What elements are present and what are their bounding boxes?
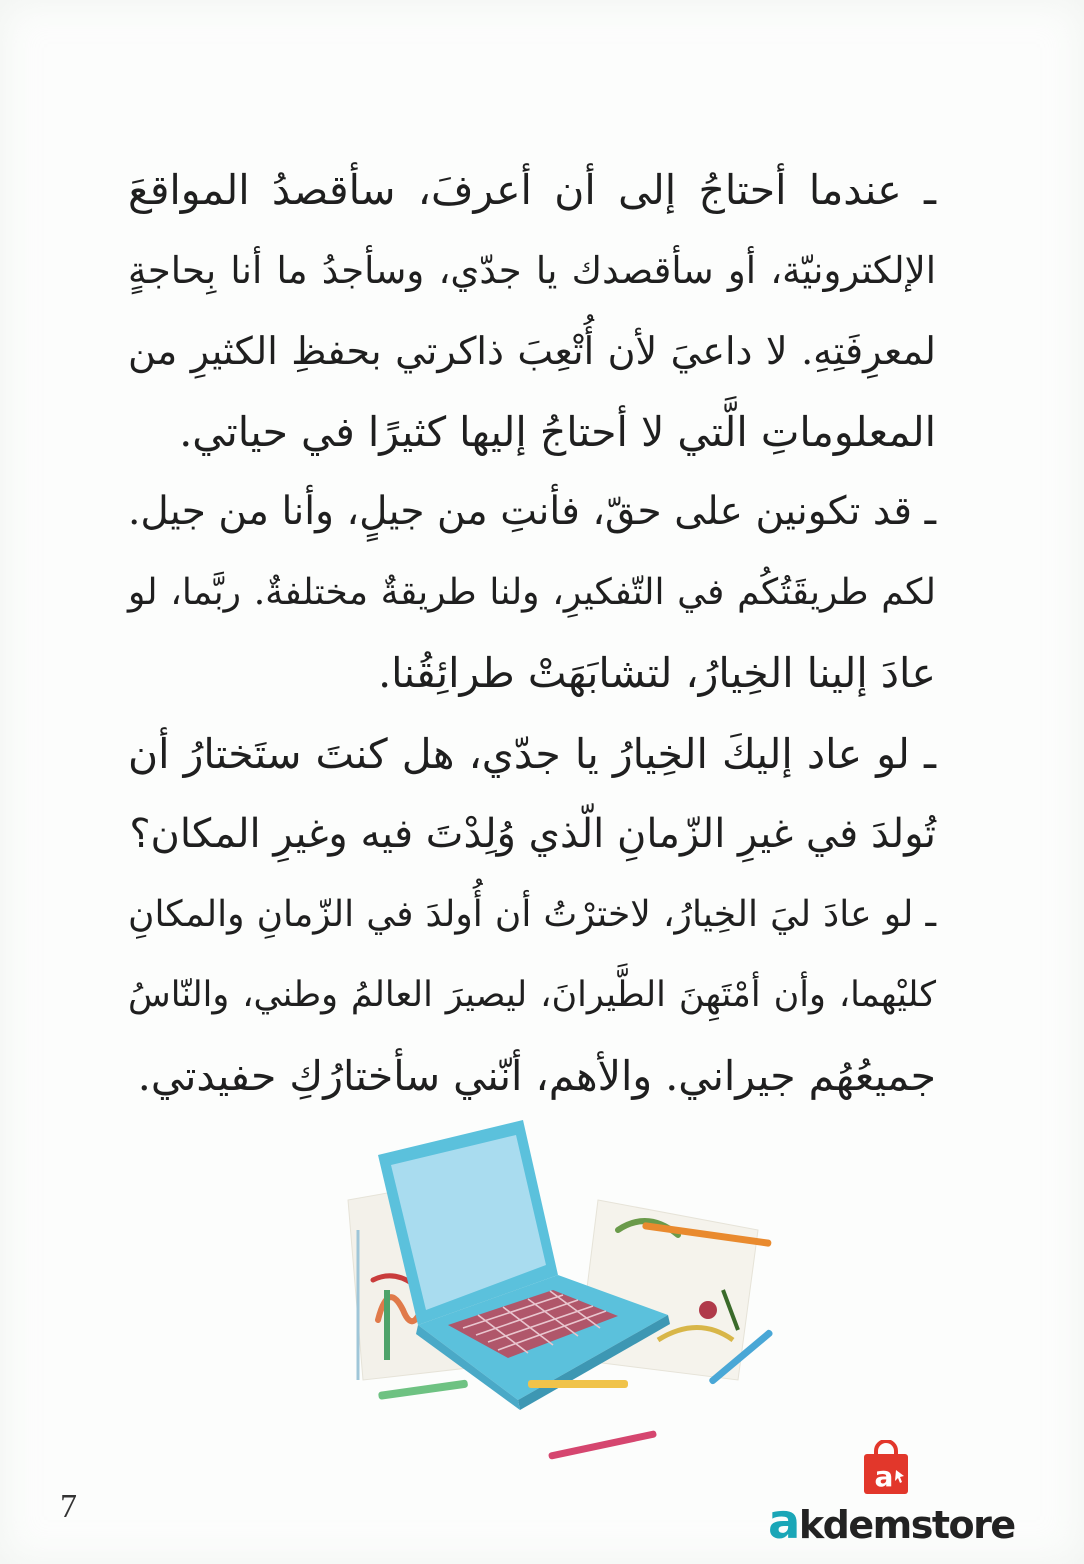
text-line: المعلوماتِ الَّتي لا أحتاجُ إليها كثيرًا في حياتي.	[179, 407, 936, 456]
text-line: جميعُهُم جيراني. والأهم، أنّني سأختارُكِ حفيدتي.	[137, 1051, 936, 1100]
shopping-bag-icon	[862, 1440, 910, 1496]
paragraph	[128, 472, 936, 714]
bag-letter: a	[874, 1460, 894, 1493]
text-line: ـ لو عادَ ليَ الخِيارُ، لاخترْتُ أن أُولدَ في الزّمانِ والمكانِ	[128, 893, 936, 935]
store-name	[768, 1494, 1038, 1550]
paragraph	[128, 150, 936, 472]
text-line: كليْهما، وأن أمْتَهِنَ الطَّيرانَ، ليصيرَ العالمُ وطني، والنّاسُ	[128, 975, 936, 1015]
text-line: ـ لو عاد إليكَ الخِيارُ يا جدّي، هل كنتَ ستَختارُ أن	[128, 729, 936, 778]
text-line: تُولدَ في غيرِ الزّمانِ الّذي وُلِدْتَ فيه وغيرِ المكان؟	[129, 811, 936, 857]
text-line: لمعرِفَتِهِ. لا داعيَ لأن أُتْعِبَ ذاكرتي بحفظِ الكثيرِ من	[128, 329, 936, 373]
text-line: الإلكترونيّة، أو سأقصدك يا جدّي، وسأجدُ ما أنا بِحاجةٍ	[128, 248, 936, 292]
paragraph	[128, 714, 936, 875]
laptop-illustration	[318, 1110, 798, 1480]
store-watermark	[768, 1440, 1038, 1550]
text-line: عادَ إلينا الخِيارُ، لتشابَهَتْ طرائِقُنا.	[378, 649, 936, 697]
paragraph	[128, 875, 936, 1117]
page-number: 7	[60, 1488, 77, 1525]
store-name-rest: kdemstore	[798, 1503, 1015, 1547]
text-line: لكم طريقَتُكُم في التّفكيرِ، ولنا طريقةٌ مختلفةٌ. ربَّما، لو	[128, 571, 936, 613]
text-line: ـ قد تكونين على حقّ، فأنتِ من جيلٍ، وأنا من جيل.	[128, 489, 936, 534]
story-text	[128, 150, 936, 1116]
store-name-accent: a	[768, 1494, 799, 1550]
text-line: ـ عندما أحتاجُ إلى أن أعرفَ، سأقصدُ المواقعَ	[128, 166, 936, 214]
